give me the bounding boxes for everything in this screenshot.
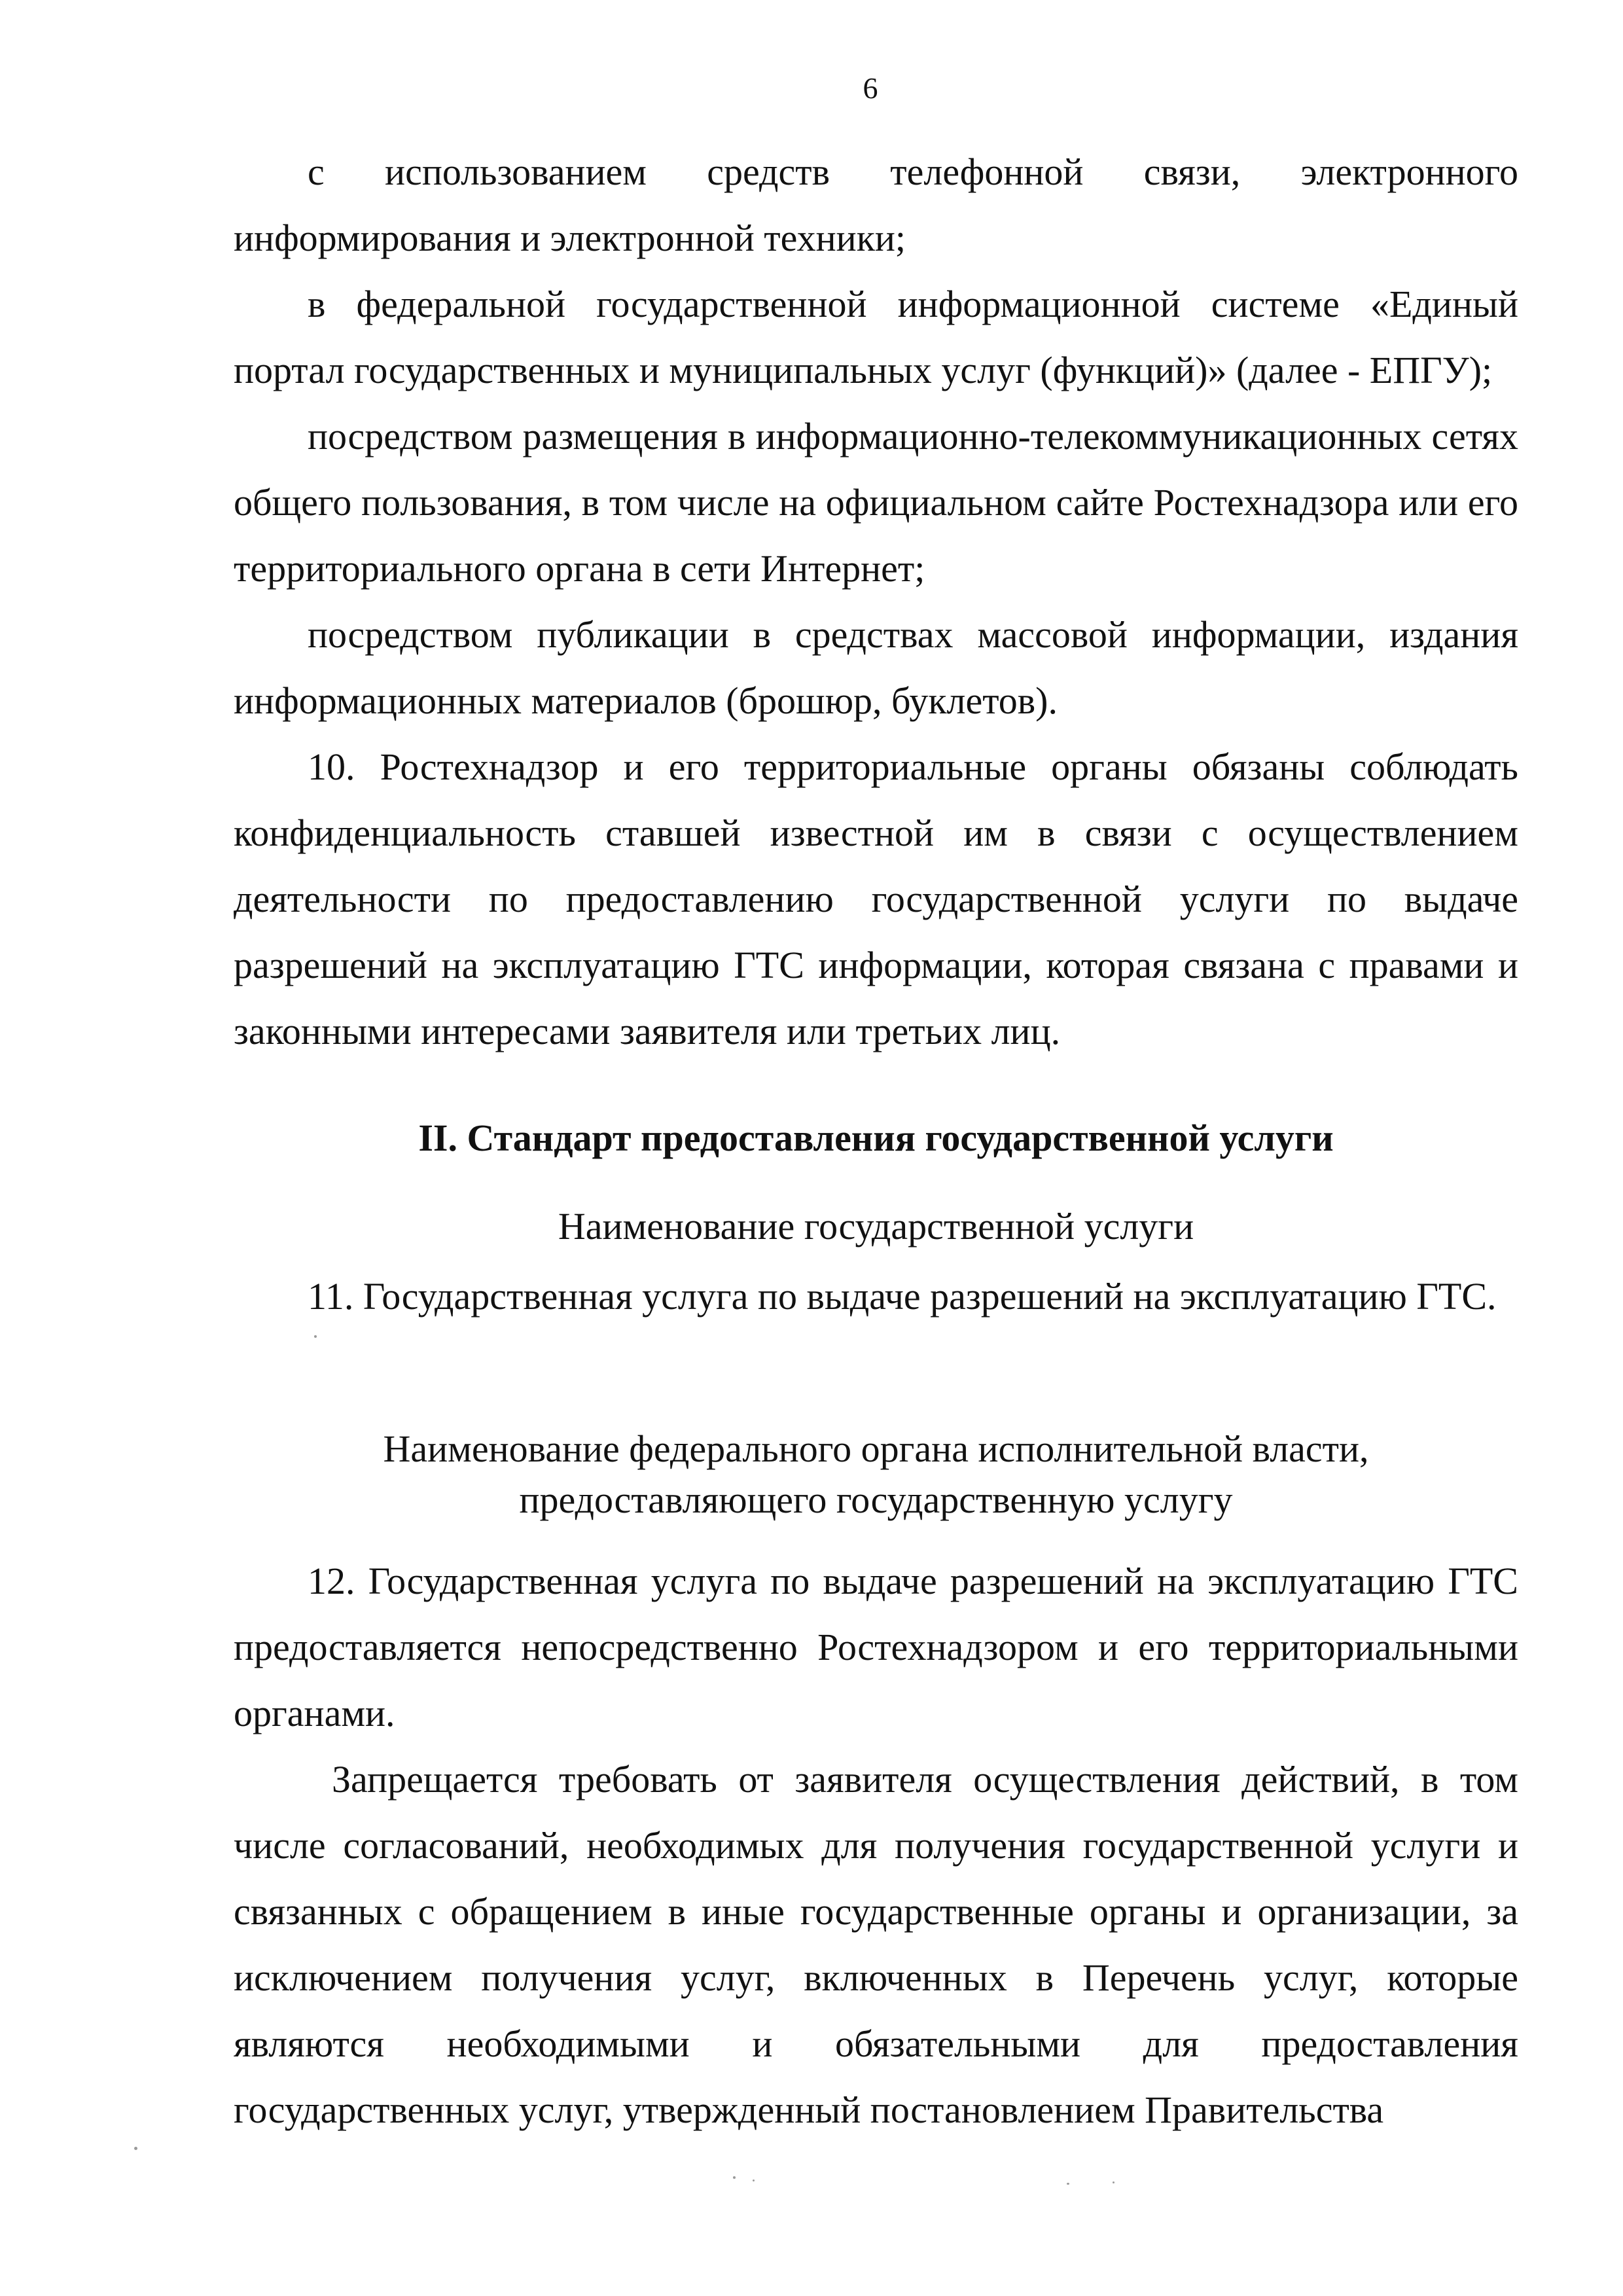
intro-text-block (234, 139, 1518, 1064)
scan-speck (134, 2147, 137, 2150)
subheading-authority (234, 1424, 1518, 1526)
authority-text-block (234, 1548, 1518, 2143)
scan-speck (733, 2176, 736, 2179)
scan-speck (1067, 2183, 1069, 2185)
paragraph-media: посредством публикации в средствах массовой информации, издания информационных материалов (брошюр, буклетов). (234, 613, 1518, 722)
section-title: II. Стандарт предоставления государственной услуги (418, 1117, 1334, 1159)
paragraph-12-provider: 12. Государственная услуга по выдаче разрешений на эксплуатацию ГТС предоставляется непосредственно Ростехнадзором и его территориальными органами. (234, 1560, 1518, 1734)
page-number: 6 (863, 71, 878, 105)
subheading-authority-line-2: предоставляющего государственную услугу (519, 1479, 1233, 1521)
scan-speck (314, 1335, 317, 1338)
paragraph-11-service: 11. Государственная услуга по выдаче разрешений на эксплуатацию ГТС. (308, 1275, 1497, 1318)
paragraph-internet: посредством размещения в информационно-телекоммуникационных сетях общего пользования, в том числе на официальном сайте Ростехнадзора или его территориального органа в сети Интернет; (234, 415, 1518, 590)
service-name-block (234, 1263, 1518, 1329)
subheading-authority-line-1: Наименование федерального органа исполнительной власти, (383, 1427, 1369, 1470)
paragraph-prohibition: Запрещается требовать от заявителя осуществления действий, в том числе согласований, необходимых для получения государственной услуги и связанных с обращением в иные государственные органы и организации, за исключением получения услуг, включенных в Перечень услуг, которые являются необходимыми и обязательными для предоставления государственных услуг, утвержденный постановлением Правительства (234, 1758, 1518, 2131)
scan-speck (1113, 2181, 1115, 2183)
scan-speck (753, 2179, 755, 2181)
subheading-service-name: Наименование государственной услуги (558, 1205, 1194, 1247)
paragraph-10-confidentiality: 10. Ростехнадзор и его территориальные органы обязаны соблюдать конфиденциальность ставшей известной им в связи с осуществлением деятельности по предоставлению государственной услуги по выдаче разрешений на эксплуатацию ГТС информации, которая связана с правами и законными интересами заявителя или третьих лиц. (234, 745, 1518, 1052)
paragraph-phone-info: с использованием средств телефонной связи, электронного информирования и электронной техники; (234, 151, 1518, 259)
paragraph-epgu: в федеральной государственной информационной системе «Единый портал государственных и муниципальных услуг (функций)» (далее - ЕПГУ); (234, 283, 1518, 391)
